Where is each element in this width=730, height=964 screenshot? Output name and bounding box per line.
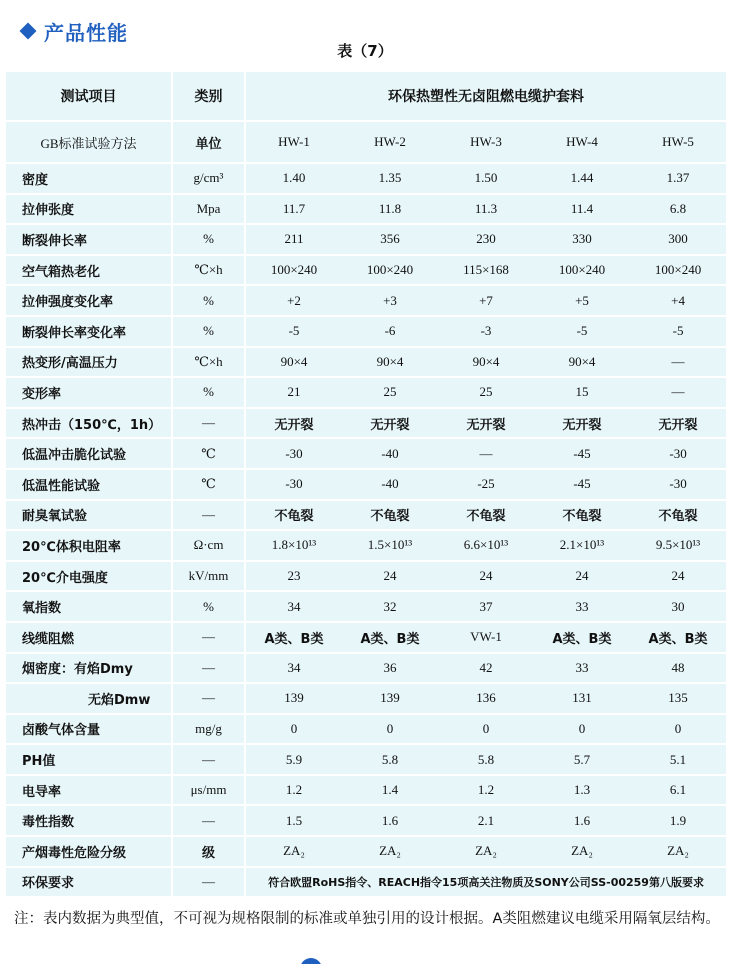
row-value-hw3: 90×4	[438, 348, 534, 379]
row-unit: —	[171, 501, 246, 532]
row-value-hw5: 无开裂	[630, 409, 726, 440]
row-value-hw3: -25	[438, 470, 534, 501]
row-value-hw4: 33	[534, 654, 630, 685]
header-row-2	[6, 122, 726, 164]
row-value-hw1: A类、B类	[246, 623, 342, 654]
row-unit: %	[171, 592, 246, 623]
table-row	[6, 837, 726, 868]
row-value-hw3: 230	[438, 225, 534, 256]
row-value-hw5: +4	[630, 286, 726, 317]
row-value-hw2: -40	[342, 470, 438, 501]
row-value-hw3: 1.50	[438, 164, 534, 195]
row-value-hw5: -5	[630, 317, 726, 348]
table-row	[6, 715, 726, 746]
row-value-hw3: 115×168	[438, 256, 534, 287]
row-value-hw1: 1.8×10¹³	[246, 531, 342, 562]
table-caption: 表（7）	[337, 42, 393, 60]
diamond-bullet-icon	[20, 23, 37, 40]
row-value-hw3: 0	[438, 715, 534, 746]
row-value-hw5: —	[630, 378, 726, 409]
row-value-hw1: 不龟裂	[246, 501, 342, 532]
row-value-hw5: 6.8	[630, 195, 726, 226]
row-value-hw4: 1.6	[534, 806, 630, 837]
row-value-hw2: 90×4	[342, 348, 438, 379]
row-value-hw5: -30	[630, 470, 726, 501]
table-row	[6, 684, 726, 715]
table-row	[6, 654, 726, 685]
row-value-hw3: 5.8	[438, 745, 534, 776]
env-requirement-value: 符合欧盟RoHS指令、REACH指令15项高关注物质及SONY公司SS-00259第八版要求	[246, 868, 726, 899]
row-unit: —	[171, 654, 246, 685]
row-value-hw4: 1.3	[534, 776, 630, 807]
row-value-hw5: -30	[630, 439, 726, 470]
table-row	[6, 592, 726, 623]
row-unit: 级	[171, 837, 246, 868]
table-row	[6, 562, 726, 593]
row-value-hw4: 100×240	[534, 256, 630, 287]
header-item: 测试项目	[6, 72, 171, 122]
table-row	[6, 286, 726, 317]
row-value-hw3: 136	[438, 684, 534, 715]
row-value-hw1: 21	[246, 378, 342, 409]
row-value-hw4: -45	[534, 470, 630, 501]
row-item: 热变形/高温压力	[6, 348, 171, 379]
row-value-hw5: 不龟裂	[630, 501, 726, 532]
row-item: 电导率	[6, 776, 171, 807]
row-item: 20℃体积电阻率	[6, 531, 171, 562]
row-value-hw1: 139	[246, 684, 342, 715]
row-unit: ℃	[171, 470, 246, 501]
row-value-hw1: ZA₂	[246, 837, 342, 868]
row-item: 热冲击（150℃，1h）	[6, 409, 171, 440]
row-value-hw4: 1.44	[534, 164, 630, 195]
row-value-hw3: VW-1	[438, 623, 534, 654]
row-value-hw4: 15	[534, 378, 630, 409]
row-value-hw4: 0	[534, 715, 630, 746]
row-value-hw2: 32	[342, 592, 438, 623]
row-item: PH值	[6, 745, 171, 776]
row-value-hw5: 5.1	[630, 745, 726, 776]
row-item: 低温性能试验	[6, 470, 171, 501]
row-value-hw5: 0	[630, 715, 726, 746]
header-row-1	[6, 72, 726, 122]
row-value-hw2: 25	[342, 378, 438, 409]
row-value-hw1: 1.2	[246, 776, 342, 807]
row-value-hw5: 24	[630, 562, 726, 593]
row-value-hw3: 不龟裂	[438, 501, 534, 532]
row-unit: —	[171, 868, 246, 899]
grade-hw4: HW-4	[534, 122, 630, 164]
row-value-hw2: 356	[342, 225, 438, 256]
performance-table	[6, 72, 726, 898]
row-value-hw4: 5.7	[534, 745, 630, 776]
row-value-hw2: +3	[342, 286, 438, 317]
row-item: 空气箱热老化	[6, 256, 171, 287]
row-value-hw1: 34	[246, 592, 342, 623]
row-value-hw4: 24	[534, 562, 630, 593]
row-value-hw3: 1.2	[438, 776, 534, 807]
row-value-hw4: ZA₂	[534, 837, 630, 868]
table-row	[6, 439, 726, 470]
row-value-hw2: -40	[342, 439, 438, 470]
row-value-hw5: 100×240	[630, 256, 726, 287]
row-value-hw2: ZA₂	[342, 837, 438, 868]
row-value-hw2: 1.4	[342, 776, 438, 807]
row-value-hw2: 1.35	[342, 164, 438, 195]
row-value-hw5: 30	[630, 592, 726, 623]
row-value-hw1: 1.40	[246, 164, 342, 195]
row-value-hw5: A类、B类	[630, 623, 726, 654]
table-row	[6, 195, 726, 226]
row-value-hw5: 9.5×10¹³	[630, 531, 726, 562]
row-value-hw4: 330	[534, 225, 630, 256]
table-row	[6, 225, 726, 256]
row-item: 变形率	[6, 378, 171, 409]
row-value-hw3: -3	[438, 317, 534, 348]
row-value-hw1: 211	[246, 225, 342, 256]
row-value-hw2: 24	[342, 562, 438, 593]
row-value-hw2: 0	[342, 715, 438, 746]
row-value-hw3: 11.3	[438, 195, 534, 226]
row-value-hw1: +2	[246, 286, 342, 317]
row-item: 断裂伸长率变化率	[6, 317, 171, 348]
row-value-hw1: 11.7	[246, 195, 342, 226]
row-item: 氧指数	[6, 592, 171, 623]
row-item: 拉伸强度变化率	[6, 286, 171, 317]
row-unit: —	[171, 806, 246, 837]
table-row	[6, 501, 726, 532]
row-value-hw3: 24	[438, 562, 534, 593]
row-unit: %	[171, 317, 246, 348]
row-value-hw3: 无开裂	[438, 409, 534, 440]
row-value-hw3: +7	[438, 286, 534, 317]
row-item: 低温冲击脆化试验	[6, 439, 171, 470]
table-row	[6, 806, 726, 837]
row-value-hw5: 1.9	[630, 806, 726, 837]
row-value-hw1: 无开裂	[246, 409, 342, 440]
row-unit: —	[171, 684, 246, 715]
row-unit: %	[171, 225, 246, 256]
row-value-hw1: 5.9	[246, 745, 342, 776]
header-method: GB标准试验方法	[6, 122, 171, 164]
row-value-hw2: -6	[342, 317, 438, 348]
row-unit: g/cm³	[171, 164, 246, 195]
row-value-hw1: -30	[246, 439, 342, 470]
row-unit: —	[171, 409, 246, 440]
row-value-hw5: 135	[630, 684, 726, 715]
header-material: 环保热塑性无卤阻燃电缆护套料	[246, 72, 726, 122]
row-unit: %	[171, 286, 246, 317]
row-item: 20℃介电强度	[6, 562, 171, 593]
row-item: 卤酸气体含量	[6, 715, 171, 746]
row-value-hw1: 0	[246, 715, 342, 746]
row-item: 无焰Dmw	[6, 684, 171, 715]
row-value-hw3: ZA₂	[438, 837, 534, 868]
row-value-hw2: 36	[342, 654, 438, 685]
section-title-text: 产品性能	[44, 20, 128, 45]
grade-hw5: HW-5	[630, 122, 726, 164]
row-unit: ℃	[171, 439, 246, 470]
page-marker-icon	[300, 958, 322, 964]
row-unit: —	[171, 745, 246, 776]
row-value-hw2: 1.6	[342, 806, 438, 837]
row-unit: Mpa	[171, 195, 246, 226]
row-value-hw5: 1.37	[630, 164, 726, 195]
row-unit: %	[171, 378, 246, 409]
table-row	[6, 409, 726, 440]
row-value-hw2: 不龟裂	[342, 501, 438, 532]
row-value-hw5: ZA₂	[630, 837, 726, 868]
row-value-hw3: 25	[438, 378, 534, 409]
row-value-hw1: 100×240	[246, 256, 342, 287]
row-unit: kV/mm	[171, 562, 246, 593]
table-row	[6, 256, 726, 287]
row-value-hw1: -30	[246, 470, 342, 501]
row-value-hw2: A类、B类	[342, 623, 438, 654]
row-value-hw1: 23	[246, 562, 342, 593]
row-value-hw4: 无开裂	[534, 409, 630, 440]
row-item: 拉伸张度	[6, 195, 171, 226]
row-item: 毒性指数	[6, 806, 171, 837]
row-value-hw3: —	[438, 439, 534, 470]
row-value-hw2: 100×240	[342, 256, 438, 287]
row-value-hw3: 42	[438, 654, 534, 685]
row-value-hw4: 131	[534, 684, 630, 715]
row-value-hw4: +5	[534, 286, 630, 317]
row-unit: —	[171, 623, 246, 654]
row-unit: Ω·cm	[171, 531, 246, 562]
table-row	[6, 776, 726, 807]
grade-hw3: HW-3	[438, 122, 534, 164]
row-item: 线缆阻燃	[6, 623, 171, 654]
table-row-env	[6, 868, 726, 899]
row-item: 耐臭氧试验	[6, 501, 171, 532]
table-row	[6, 470, 726, 501]
row-value-hw5: —	[630, 348, 726, 379]
header-unit: 单位	[171, 122, 246, 164]
row-value-hw4: 90×4	[534, 348, 630, 379]
footnote: 注：表内数据为典型值，不可视为规格限制的标准或单独引用的设计根据。A类阻燃建议电缆采用隔氧层结构。	[14, 911, 720, 927]
row-value-hw4: 不龟裂	[534, 501, 630, 532]
table-row	[6, 745, 726, 776]
row-item: 环保要求	[6, 868, 171, 899]
table-row	[6, 378, 726, 409]
row-value-hw3: 6.6×10¹³	[438, 531, 534, 562]
table-row	[6, 531, 726, 562]
table-row	[6, 164, 726, 195]
row-item: 产烟毒性危险分级	[6, 837, 171, 868]
row-value-hw2: 无开裂	[342, 409, 438, 440]
row-value-hw4: -45	[534, 439, 630, 470]
table-row	[6, 348, 726, 379]
row-value-hw3: 2.1	[438, 806, 534, 837]
row-value-hw4: 2.1×10¹³	[534, 531, 630, 562]
row-value-hw5: 48	[630, 654, 726, 685]
row-value-hw2: 139	[342, 684, 438, 715]
row-value-hw2: 5.8	[342, 745, 438, 776]
grade-hw2: HW-2	[342, 122, 438, 164]
row-unit: ℃×h	[171, 348, 246, 379]
row-value-hw2: 1.5×10¹³	[342, 531, 438, 562]
table-row	[6, 623, 726, 654]
row-value-hw4: -5	[534, 317, 630, 348]
row-unit: ℃×h	[171, 256, 246, 287]
row-item: 烟密度：有焰Dmy	[6, 654, 171, 685]
row-unit: mg/g	[171, 715, 246, 746]
row-value-hw1: 1.5	[246, 806, 342, 837]
table-row	[6, 317, 726, 348]
row-value-hw3: 37	[438, 592, 534, 623]
row-value-hw4: A类、B类	[534, 623, 630, 654]
row-value-hw1: 90×4	[246, 348, 342, 379]
row-unit: μs/mm	[171, 776, 246, 807]
header-category: 类别	[171, 72, 246, 122]
grade-hw1: HW-1	[246, 122, 342, 164]
row-value-hw4: 33	[534, 592, 630, 623]
row-value-hw5: 300	[630, 225, 726, 256]
row-value-hw2: 11.8	[342, 195, 438, 226]
row-value-hw4: 11.4	[534, 195, 630, 226]
row-value-hw1: 34	[246, 654, 342, 685]
row-item: 密度	[6, 164, 171, 195]
row-value-hw1: -5	[246, 317, 342, 348]
row-item: 断裂伸长率	[6, 225, 171, 256]
row-value-hw5: 6.1	[630, 776, 726, 807]
